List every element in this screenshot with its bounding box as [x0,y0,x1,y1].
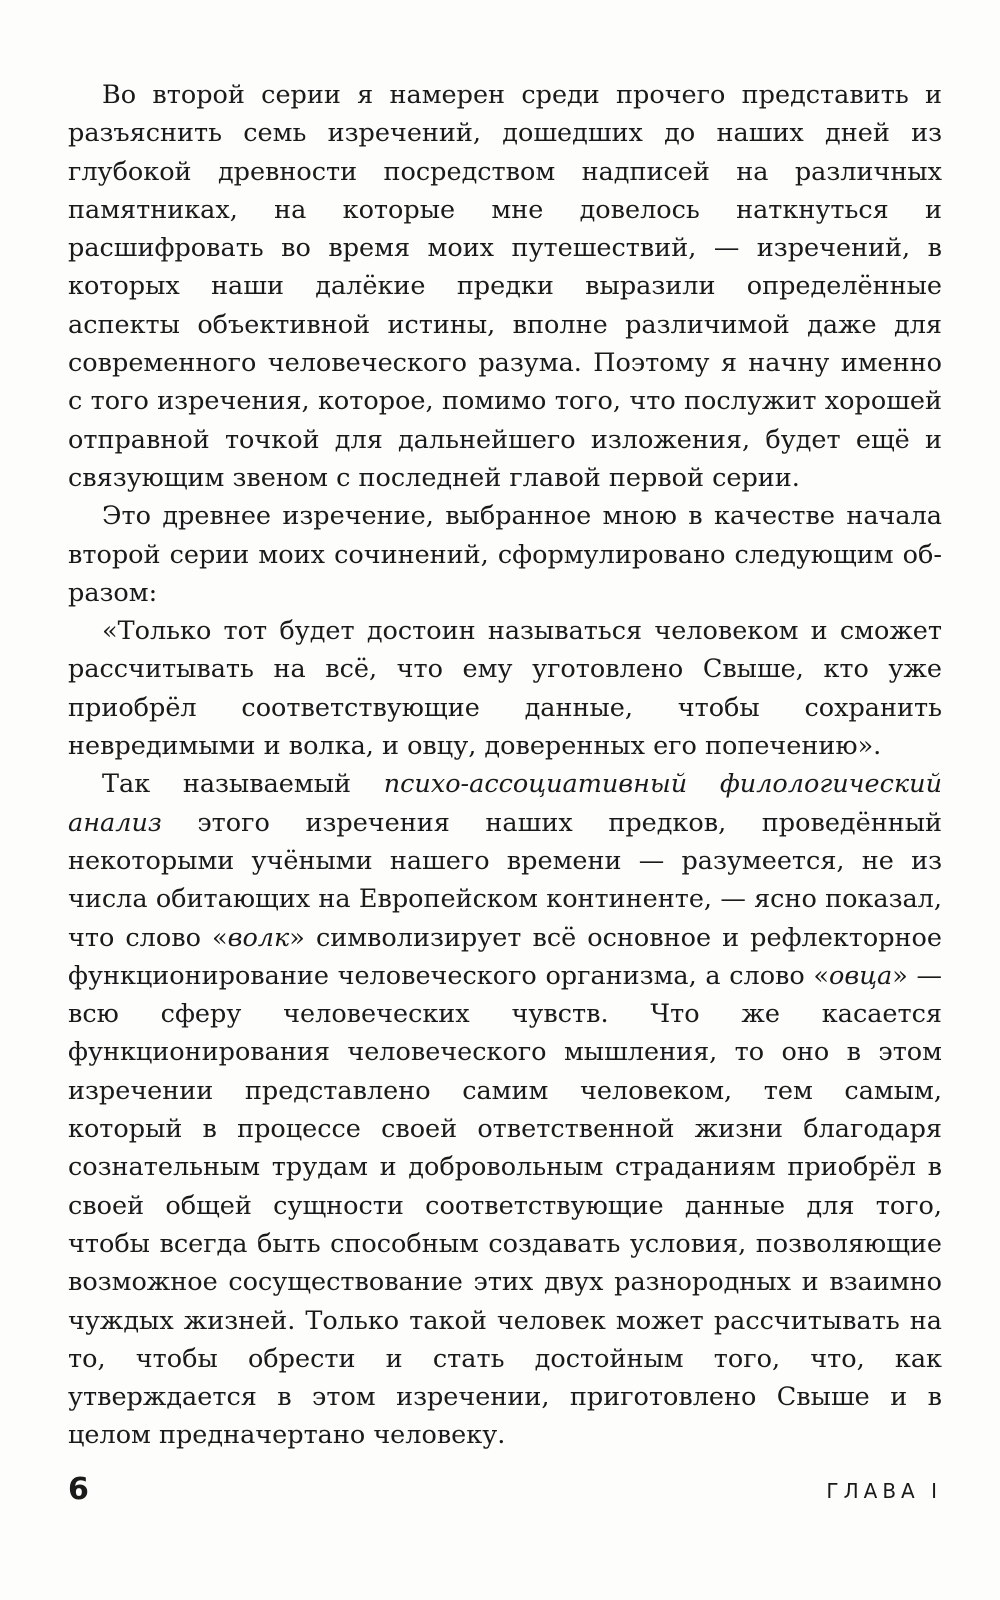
paragraph [68,497,942,612]
text-run: Так называемый [102,769,384,800]
text-run: » символизирует всё основное и рефлекторное функционирование человеческого организма, а слово « [68,922,942,991]
italic-term: психо-ассоциативный филологический анализ [68,769,942,838]
running-head: ГЛАВА I [826,1479,942,1503]
body-text [68,76,942,1455]
text-run: «Только тот будет достоин называться человеком и сможет рассчитывать на всё, что ему уготовлено Свыше, кто уже приобрёл соответствующие данные, чтобы сохранить невредимыми и волка, и овцу, доверенных его попечению». [68,616,942,762]
text-run: » — всю сферу человеческих чувств. Что же касается функционирования человеческого мышления, то оно в этом изречении представлено самим человеком, тем самым, который в процессе своей ответственной жизни благодаря сознательным трудам и добровольным страданиям приобрёл в своей общей сущности соответствующие данные для того, чтобы всегда быть способным создавать условия, позволяющие возможное сосуществование этих двух разнородных и взаимно чуждых жизней. Только такой человек может рассчитывать на то, чтобы обрести и стать достойным того, что, как утверждается в этом изречении, приготовлено Свыше и в целом предначертано человеку. [68,960,942,1451]
paragraph [68,612,942,765]
text-run: этого изречения наших предков, проведённый некоторыми учёными нашего времени — разумеется, не из числа обитающих на Европейском континенте, — ясно показал, что слово « [68,807,942,953]
paragraph [68,76,942,497]
text-run: Во второй серии я намерен среди прочего представить и разъяснить семь изречений, дошедших до наших дней из глубокой древности посредством надписей на различных памятниках, на которые мне довелось наткнуться и расшифровать во время моих путешествий, — изречений, в которых наши далёкие предки выразили определённые аспекты объективной истины, вполне различимой даже для современного человеческого разума. Поэтому я начну именно с того изречения, которое, помимо того, что послужит хорошей отправной точкой для дальнейшего изложения, будет ещё и связующим звеном с последней главой первой серии. [68,80,942,493]
italic-term: волк [227,922,290,953]
page-number: 6 [68,1472,89,1507]
italic-term: овца [829,960,893,991]
paragraph [68,765,942,1454]
text-run: Это древнее изречение, выбранное мною в качестве начала второй серии моих сочинений, сформулировано следующим образом: [68,501,942,608]
page-footer [68,1470,942,1514]
